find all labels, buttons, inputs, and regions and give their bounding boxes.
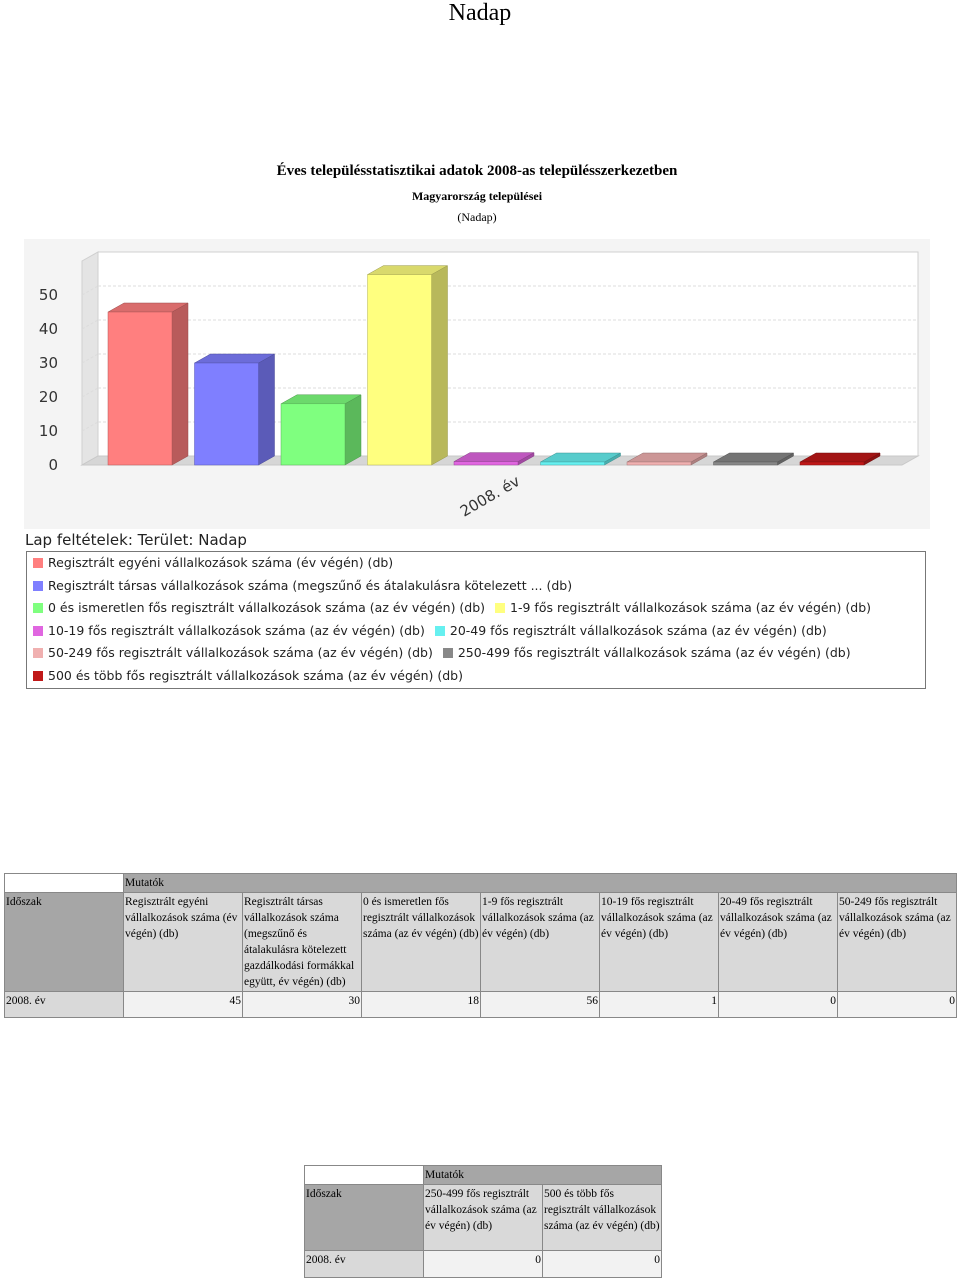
legend-swatch xyxy=(33,558,43,568)
bar-chart xyxy=(24,239,930,529)
chart-legend xyxy=(26,551,926,689)
page-title: Nadap xyxy=(448,0,512,26)
y-tick-label: 30 xyxy=(38,354,58,372)
legend-row xyxy=(33,623,925,646)
chart-side-wall xyxy=(82,252,98,465)
column-header: 20-49 fős regisztrált vállalkozások száma (az év végén) (db) xyxy=(719,893,838,992)
legend-row xyxy=(33,578,925,601)
bar xyxy=(195,363,259,465)
data-table-1 xyxy=(4,873,957,1018)
table-cell: 45 xyxy=(124,992,243,1018)
bar-side xyxy=(259,354,275,465)
table-cell: 1 xyxy=(600,992,719,1018)
legend-label: 500 és több fős regisztrált vállalkozások száma (az év végén) (db) xyxy=(48,667,463,683)
row-header-label: Időszak xyxy=(305,1185,424,1251)
y-tick-label: 0 xyxy=(48,456,58,474)
legend-label: Regisztrált társas vállalkozások száma (megszűnő és átalakulásra kötelezett ... (db) xyxy=(48,577,573,593)
bar-side xyxy=(172,303,188,465)
column-header: 1-9 fős regisztrált vállalkozások száma (az év végén) (db) xyxy=(481,893,600,992)
table-cell: 0 xyxy=(838,992,957,1018)
table-cell: 0 xyxy=(543,1251,662,1278)
legend-swatch xyxy=(33,603,43,613)
column-header: Regisztrált egyéni vállalkozások száma (év végén) (db) xyxy=(124,893,243,992)
legend-item xyxy=(33,578,572,593)
legend-swatch xyxy=(435,626,445,636)
legend-label: 20-49 fős regisztrált vállalkozások száma (az év végén) (db) xyxy=(449,622,827,638)
legend-label: 50-249 fős regisztrált vállalkozások száma (az év végén) (db) xyxy=(48,645,433,661)
row-header-label: Időszak xyxy=(5,893,124,992)
table-cell: 18 xyxy=(362,992,481,1018)
legend-label: Regisztrált egyéni vállalkozások száma (év végén) (db) xyxy=(48,555,394,570)
bar-side xyxy=(432,266,448,465)
table-corner xyxy=(305,1166,424,1185)
legend-swatch xyxy=(33,648,43,658)
filter-label: Lap feltételek: Terület: Nadap xyxy=(25,531,247,549)
table-cell: 56 xyxy=(481,992,600,1018)
table-cell: 0 xyxy=(424,1251,543,1278)
legend-item xyxy=(33,668,463,683)
chart-region: (Nadap) xyxy=(457,210,497,224)
column-header: Regisztrált társas vállalkozások száma (megszűnő és átalakulásra kötelezett gazdálkodási formákkal együtt, év végén) (db) xyxy=(243,893,362,992)
legend-item xyxy=(33,623,425,638)
table-cell: 0 xyxy=(719,992,838,1018)
legend-item xyxy=(33,555,393,570)
y-tick-label: 50 xyxy=(38,286,58,304)
y-tick-label: 40 xyxy=(38,320,58,338)
legend-swatch xyxy=(33,671,43,681)
table-group-header: Mutatók xyxy=(124,874,957,893)
legend-label: 10-19 fős regisztrált vállalkozások száma (az év végén) (db) xyxy=(48,622,425,638)
row-label: 2008. év xyxy=(5,992,124,1018)
chart-container xyxy=(24,155,930,695)
column-header: 500 és több fős regisztrált vállalkozások száma (az év végén) (db) xyxy=(543,1185,662,1251)
y-tick-label: 10 xyxy=(38,422,58,440)
bar xyxy=(541,462,605,465)
table-cell: 30 xyxy=(243,992,362,1018)
legend-swatch xyxy=(495,603,505,613)
legend-item xyxy=(443,645,851,660)
column-header: 250-499 fős regisztrált vállalkozások száma (az év végén) (db) xyxy=(424,1185,543,1251)
x-category-label: 2008. év xyxy=(457,471,524,521)
bar xyxy=(800,462,864,465)
legend-row xyxy=(33,600,925,623)
table-corner xyxy=(5,874,124,893)
bar xyxy=(108,312,172,465)
bar xyxy=(714,462,778,465)
chart-subtitle: Magyarország települései xyxy=(411,189,543,203)
bar xyxy=(368,275,432,465)
legend-item xyxy=(435,623,827,638)
legend-row xyxy=(33,555,925,578)
bar xyxy=(454,462,518,465)
y-tick-label: 20 xyxy=(38,388,58,406)
legend-swatch xyxy=(33,626,43,636)
column-header: 10-19 fős regisztrált vállalkozások száma (az év végén) (db) xyxy=(600,893,719,992)
legend-swatch xyxy=(33,581,43,591)
legend-row xyxy=(33,668,925,691)
column-header: 0 és ismeretlen fős regisztrált vállalkozások száma (az év végén) (db) xyxy=(362,893,481,992)
row-label: 2008. év xyxy=(305,1251,424,1278)
data-table-2 xyxy=(304,1165,662,1278)
bar xyxy=(627,462,691,465)
legend-label: 250-499 fős regisztrált vállalkozások száma (az év végén) (db) xyxy=(457,645,851,661)
legend-row xyxy=(33,645,925,668)
bar xyxy=(281,404,345,465)
legend-item xyxy=(33,600,485,615)
legend-swatch xyxy=(443,648,453,658)
table-group-header: Mutatók xyxy=(424,1166,662,1185)
legend-label: 1-9 fős regisztrált vállalkozások száma (az év végén) (db) xyxy=(510,600,872,616)
column-header: 50-249 fős regisztrált vállalkozások száma (az év végén) (db) xyxy=(838,893,957,992)
bar-side xyxy=(345,395,361,465)
legend-item xyxy=(495,600,871,615)
legend-item xyxy=(33,645,433,660)
legend-label: 0 és ismeretlen fős regisztrált vállalkozások száma (az év végén) (db) xyxy=(48,600,486,616)
chart-title: Éves településstatisztikai adatok 2008-as településszerkezetben xyxy=(276,163,678,179)
